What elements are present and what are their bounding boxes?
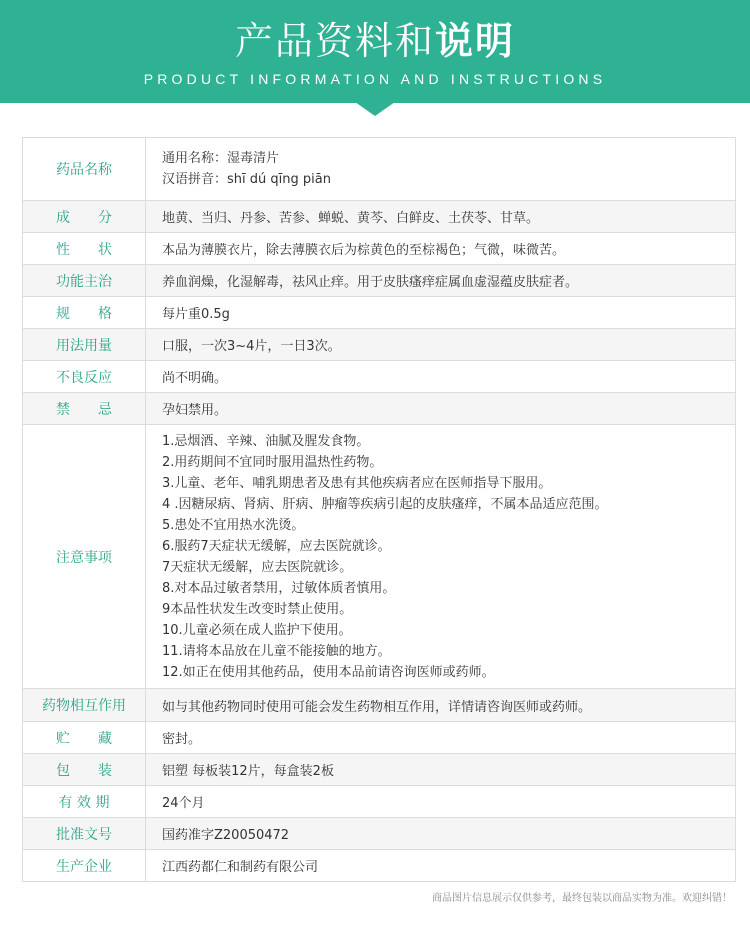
row-label-ingredients: 成 分 (23, 201, 146, 233)
table-row-name (23, 138, 736, 201)
row-label-appearance: 性 状 (23, 233, 146, 265)
table-row-adverse-reactions (23, 361, 736, 393)
page-title (0, 18, 750, 64)
row-label-dosage: 用法用量 (23, 329, 146, 361)
row-value-packaging: 铝塑 每板装12片，每盒装2板 (146, 754, 736, 786)
table-row-manufacturer (23, 850, 736, 882)
precaution-item: 6.服药7天症状无缓解，应去医院就诊。 (162, 538, 391, 554)
row-value-precautions (146, 425, 736, 689)
row-value-manufacturer: 江西药都仁和制药有限公司 (146, 850, 736, 882)
generic-name: 通用名称：湿毒清片 (162, 151, 280, 166)
row-value-approval: 国药准字Z20050472 (146, 818, 736, 850)
row-label-name: 药品名称 (23, 138, 146, 201)
precaution-item: 10.儿童必须在成人监护下使用。 (162, 622, 352, 638)
precaution-item: 3.儿童、老年、哺乳期患者及患有其他疾病者应在医师指导下服用。 (162, 475, 552, 491)
precaution-item: 5.患处不宜用热水洗烫。 (162, 517, 305, 533)
banner-notch (355, 102, 395, 116)
page-title-regular: 产品资料和 (234, 19, 435, 63)
row-label-adverse-reactions: 不良反应 (23, 361, 146, 393)
row-value-name (146, 138, 736, 201)
row-value-appearance: 本品为薄膜衣片，除去薄膜衣后为棕黄色的至棕褐色；气微，味微苦。 (146, 233, 736, 265)
row-label-approval: 批准文号 (23, 818, 146, 850)
row-label-manufacturer: 生产企业 (23, 850, 146, 882)
table-row-interactions (23, 689, 736, 722)
row-value-contraindications: 孕妇禁用。 (146, 393, 736, 425)
row-value-interactions: 如与其他药物同时使用可能会发生药物相互作用，详情请咨询医师或药师。 (146, 689, 736, 722)
row-value-validity: 24个月 (146, 786, 736, 818)
table-row-approval (23, 818, 736, 850)
row-label-contraindications: 禁 忌 (23, 393, 146, 425)
table-row-storage (23, 722, 736, 754)
precaution-item: 7天症状无缓解，应去医院就诊。 (162, 559, 353, 575)
row-value-specification: 每片重0.5g (146, 297, 736, 329)
page-subtitle: PRODUCT INFORMATION AND INSTRUCTIONS (143, 71, 607, 87)
row-label-specification: 规 格 (23, 297, 146, 329)
row-label-indications: 功能主治 (23, 265, 146, 297)
row-label-interactions: 药物相互作用 (23, 689, 146, 722)
precaution-item: 12.如正在使用其他药品，使用本品前请咨询医师或药师。 (162, 664, 495, 680)
row-value-adverse-reactions: 尚不明确。 (146, 361, 736, 393)
table-row-packaging (23, 754, 736, 786)
precaution-item: 2.用药期间不宜同时服用温热性药物。 (162, 454, 383, 470)
footer-disclaimer: 商品图片信息展示仅供参考，最终包装以商品实物为准。欢迎纠错！ (432, 893, 732, 904)
row-label-packaging: 包 装 (23, 754, 146, 786)
table-row-validity (23, 786, 736, 818)
row-label-validity: 有 效 期 (23, 786, 146, 818)
row-label-storage: 贮 藏 (23, 722, 146, 754)
precaution-item: 11.请将本品放在儿童不能接触的地方。 (162, 643, 391, 659)
row-value-dosage: 口服，一次3~4片，一日3次。 (146, 329, 736, 361)
row-value-ingredients: 地黄、当归、丹参、苦参、蝉蜕、黄芩、白鲜皮、土茯苓、甘草。 (146, 201, 736, 233)
table-row-indications (23, 265, 736, 297)
precaution-item: 4 .因糖尿病、肾病、肝病、肿瘤等疾病引起的皮肤瘙痒，不属本品适应范围。 (162, 496, 608, 512)
pinyin-name: 汉语拼音：shī dú qīng piān (162, 172, 331, 187)
product-info-table (22, 137, 736, 882)
precaution-item: 1.忌烟酒、辛辣、油腻及腥发食物。 (162, 433, 370, 449)
page-title-bold: 说明 (435, 19, 516, 63)
table-row-specification (23, 297, 736, 329)
row-value-storage: 密封。 (146, 722, 736, 754)
table-row-ingredients (23, 201, 736, 233)
row-label-precautions: 注意事项 (23, 425, 146, 689)
table-row-dosage (23, 329, 736, 361)
precaution-item: 8.对本品过敏者禁用，过敏体质者慎用。 (162, 580, 396, 596)
table-row-precautions (23, 425, 736, 689)
precaution-item: 9本品性状发生改变时禁止使用。 (162, 601, 353, 617)
table-row-contraindications (23, 393, 736, 425)
table-row-appearance (23, 233, 736, 265)
row-value-indications: 养血润燥，化湿解毒，祛风止痒。用于皮肤瘙痒症属血虚湿蕴皮肤症者。 (146, 265, 736, 297)
